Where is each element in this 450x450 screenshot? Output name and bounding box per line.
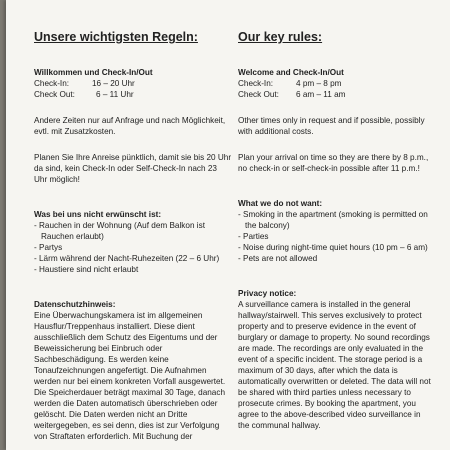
english-unwanted-list bbox=[238, 209, 434, 264]
list-item: - Rauchen in der Wohnung (Auf dem Balkon ist Rauchen erlaubt) bbox=[34, 221, 205, 241]
english-checkin-label: Check-In: bbox=[238, 79, 274, 88]
german-checkout-value: 6 – 11 Uhr bbox=[96, 90, 134, 99]
list-item: - Smoking in the apartment (smoking is permitted on the balcony) bbox=[238, 210, 428, 230]
german-plan-arrival: Planen Sie Ihre Anreise pünktlich, damit sie bis 20 Uhr da sind, kein Check-In oder Self-Check-In nach 23 Uhr möglich! bbox=[34, 153, 232, 184]
german-unwanted-list bbox=[34, 220, 232, 275]
english-unwanted-heading: What we do not want: bbox=[238, 199, 323, 208]
english-column bbox=[238, 30, 434, 431]
list-item: - Parties bbox=[238, 232, 269, 241]
list-item: - Noise during night-time quiet hours (10 pm – 6 am) bbox=[238, 243, 428, 252]
english-title: Our key rules: bbox=[238, 30, 323, 44]
english-privacy-heading: Privacy notice: bbox=[238, 289, 297, 298]
english-other-times: Other times only in request and if possible, possibly with additional costs. bbox=[238, 116, 425, 136]
english-checkout-row bbox=[238, 89, 434, 100]
english-checkout-value: 6 am – 11 am bbox=[296, 90, 346, 99]
german-checkin-value: 16 – 20 Uhr bbox=[92, 79, 135, 88]
german-checkin-label: Check-In: bbox=[34, 79, 70, 88]
rules-sheet bbox=[6, 0, 450, 450]
english-checkin-heading: Welcome and Check-In/Out bbox=[238, 68, 344, 77]
english-checkin-value: 4 pm – 8 pm bbox=[296, 79, 342, 88]
list-item: - Partys bbox=[34, 243, 63, 252]
english-privacy-text: A surveillance camera is installed in the general hallway/stairwell. This serves exclusively to protect property and to preserve evidence in the event of burglary or damage to property. No sound recordings are made. The recordings are only evaluated in the event of a specific incident. The storage period is a maximum of 30 days, after which the data is automatically overwritten or deleted. The data will not be shared with third parties unless necessary to prosecute crimes. By booking the apartment, you agree to the above-described video surveillance in the communal hallway. bbox=[238, 300, 431, 430]
german-column bbox=[34, 30, 232, 442]
german-other-times: Andere Zeiten nur auf Anfrage und nach Möglichkeit, evtl. mit Zusatzkosten. bbox=[34, 116, 226, 136]
list-item: - Haustiere sind nicht erlaubt bbox=[34, 265, 139, 274]
english-checkout-label: Check Out: bbox=[238, 90, 279, 99]
german-checkin-row bbox=[34, 78, 232, 89]
german-checkout-label: Check Out: bbox=[34, 90, 75, 99]
list-item: - Lärm während der Nacht-Ruhezeiten (22 – 6 Uhr) bbox=[34, 254, 220, 263]
english-plan-arrival: Plan your arrival on time so they are there by 8 p.m., no check-in or self-check-in possible after 11 p.m.! bbox=[238, 153, 429, 173]
german-privacy-text: Eine Überwachungskamera ist im allgemeinen Hausflur/Treppenhaus installiert. Diese dient ausschließlich dem Schutz des Eigentums und der Beweissicherung bei Einbruch oder Sachbeschädigung. Es werden keine Tonaufzeichnungen angefertigt. Die Aufnahmen werden nur bei einem konkreten Vorfall ausgewertet. Die Speicherdauer beträgt maximal 30 Tage, danach werden die Daten automatisch überschrieben oder gelöscht. Die Daten werden nicht an Dritte weitergegeben, es sei denn, dies ist zur Verfolgung von Straftaten erforderlich. Mit Buchung der bbox=[34, 311, 226, 441]
german-checkout-row bbox=[34, 89, 232, 100]
english-checkin-row bbox=[238, 78, 434, 89]
german-title: Unsere wichtigsten Regeln: bbox=[34, 30, 198, 44]
german-checkin-heading: Willkommen und Check-In/Out bbox=[34, 68, 153, 77]
german-privacy-heading: Datenschutzhinweis: bbox=[34, 300, 116, 309]
list-item: - Pets are not allowed bbox=[238, 254, 318, 263]
german-unwanted-heading: Was bei uns nicht erwünscht ist: bbox=[34, 210, 162, 219]
